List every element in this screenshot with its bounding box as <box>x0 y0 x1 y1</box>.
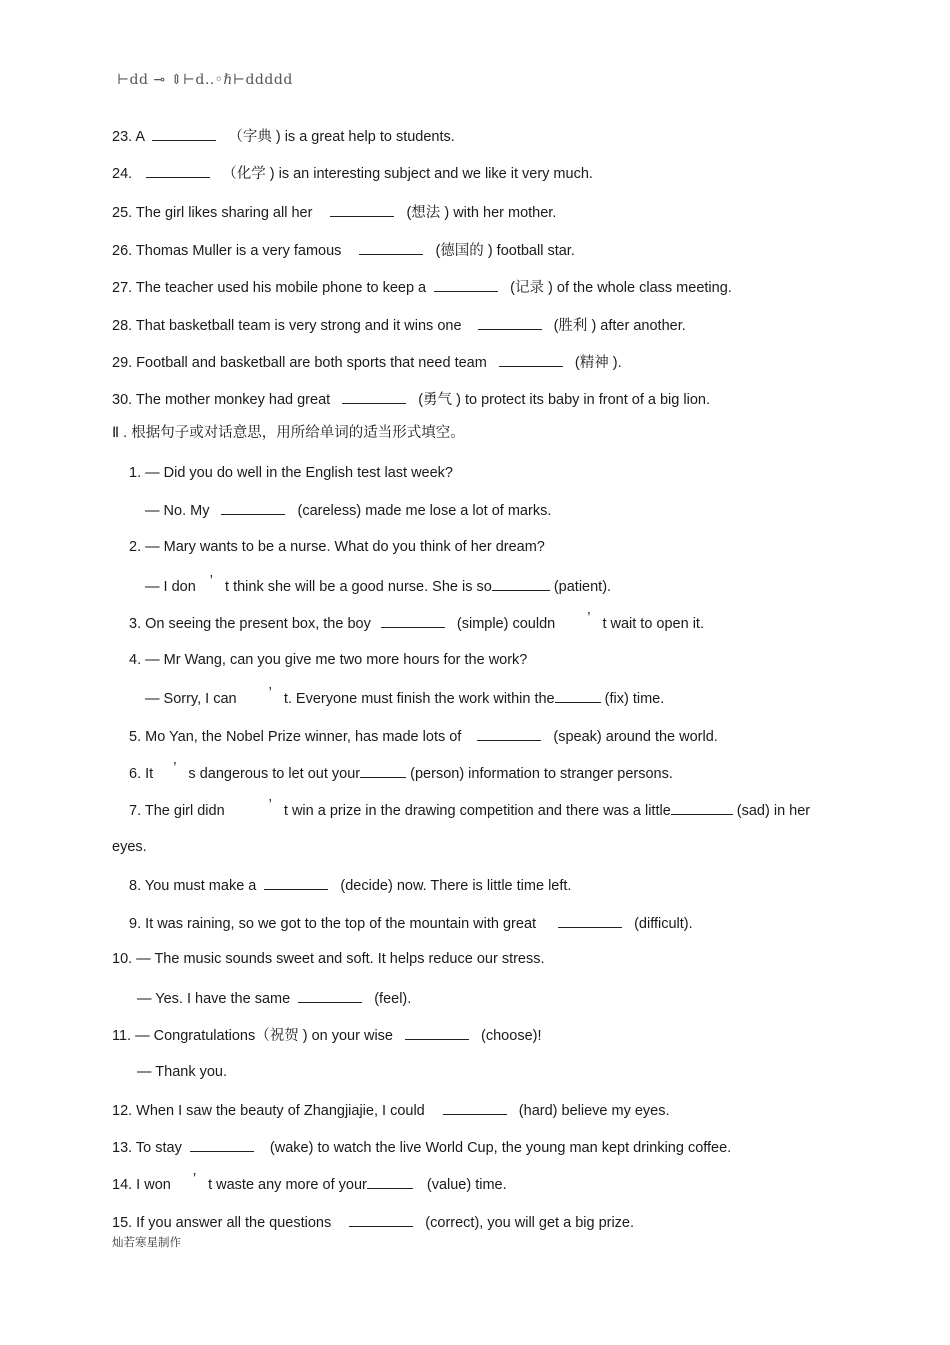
answer-blank[interactable] <box>146 163 210 178</box>
answer-blank[interactable] <box>381 613 445 628</box>
answer-blank[interactable] <box>298 988 362 1003</box>
answer-blank[interactable] <box>367 1174 413 1189</box>
answer-blank[interactable] <box>434 277 498 292</box>
question-25: 25. The girl likes sharing all her (想法 ) with her mother. <box>112 202 556 222</box>
question-4b: — Sorry, I can ’ t. Everyone must finish the work within the (fix) time. <box>145 685 665 707</box>
question-8: 8. You must make a (decide) now. There is little time left. <box>129 875 571 895</box>
question-30: 30. The mother monkey had great (勇气 ) to protect its baby in front of a big lion. <box>112 389 710 409</box>
question-1a: 1. — Did you do well in the English test last week? <box>129 465 453 481</box>
answer-blank[interactable] <box>405 1025 469 1040</box>
answer-blank[interactable] <box>499 352 563 367</box>
question-10b: — Yes. I have the same (feel). <box>137 988 411 1008</box>
question-13: 13. To stay (wake) to watch the live World Cup, the young man kept drinking coffee. <box>112 1137 731 1157</box>
question-2b: — I don ’ t think she will be a good nurse. She is so (patient). <box>145 573 612 595</box>
question-2a: 2. — Mary wants to be a nurse. What do you think of her dream? <box>129 539 545 555</box>
answer-blank[interactable] <box>477 726 541 741</box>
answer-blank[interactable] <box>342 389 406 404</box>
question-3: 3. On seeing the present box, the boy (simple) couldn ’ t wait to open it. <box>129 610 704 632</box>
answer-blank[interactable] <box>152 126 216 141</box>
header-mark: ⊢dd ⊸ ⇕⊢d‥◦ℏ⊢ddddd <box>117 72 293 88</box>
question-23: 23. A （字典 ) is a great help to students. <box>112 126 455 146</box>
answer-blank[interactable] <box>190 1137 254 1152</box>
question-4a: 4. — Mr Wang, can you give me two more hours for the work? <box>129 652 528 668</box>
question-5: 5. Mo Yan, the Nobel Prize winner, has made lots of (speak) around the world. <box>129 726 718 746</box>
answer-blank[interactable] <box>671 800 733 815</box>
question-11b: — Thank you. <box>137 1064 228 1080</box>
question-29: 29. Football and basketball are both sports that need team (精神 ). <box>112 352 622 372</box>
question-11a: 11. — Congratulations（祝贺 ) on your wise (choose)! <box>112 1025 542 1045</box>
question-26: 26. Thomas Muller is a very famous (德国的 ) football star. <box>112 240 575 260</box>
question-12: 12. When I saw the beauty of Zhangjiajie, I could (hard) believe my eyes. <box>112 1100 670 1120</box>
answer-blank[interactable] <box>443 1100 507 1115</box>
answer-blank[interactable] <box>264 875 328 890</box>
answer-blank[interactable] <box>478 315 542 330</box>
question-10a: 10. — The music sounds sweet and soft. It helps reduce our stress. <box>112 951 545 967</box>
question-14: 14. I won ’ t waste any more of your (value) time. <box>112 1171 507 1193</box>
answer-blank[interactable] <box>555 688 601 703</box>
answer-blank[interactable] <box>359 240 423 255</box>
question-24: 24. （化学 ) is an interesting subject and we like it very much. <box>112 163 593 183</box>
question-7: 7. The girl didn ’ t win a prize in the drawing competition and there was a little (sad) in her <box>129 797 811 819</box>
footer-credit: 灿若寒星制作 <box>112 1235 181 1249</box>
answer-blank[interactable] <box>330 202 394 217</box>
question-7-continued: eyes. <box>112 839 147 855</box>
question-28: 28. That basketball team is very strong and it wins one (胜利 ) after another. <box>112 315 686 335</box>
section-2-title: Ⅱ . 根据句子或对话意思，用所给单词的适当形式填空。 <box>112 425 465 441</box>
question-6: 6. It ’ s dangerous to let out your (person) information to stranger persons. <box>129 760 673 782</box>
question-27: 27. The teacher used his mobile phone to keep a (记录 ) of the whole class meeting. <box>112 277 732 297</box>
answer-blank[interactable] <box>221 500 285 515</box>
question-15: 15. If you answer all the questions (correct), you will get a big prize. <box>112 1212 634 1232</box>
answer-blank[interactable] <box>492 576 550 591</box>
answer-blank[interactable] <box>558 913 622 928</box>
answer-blank[interactable] <box>349 1212 413 1227</box>
question-1b: — No. My (careless) made me lose a lot of marks. <box>145 500 551 520</box>
question-9: 9. It was raining, so we got to the top of the mountain with great (difficult). <box>129 913 693 933</box>
answer-blank[interactable] <box>360 763 406 778</box>
